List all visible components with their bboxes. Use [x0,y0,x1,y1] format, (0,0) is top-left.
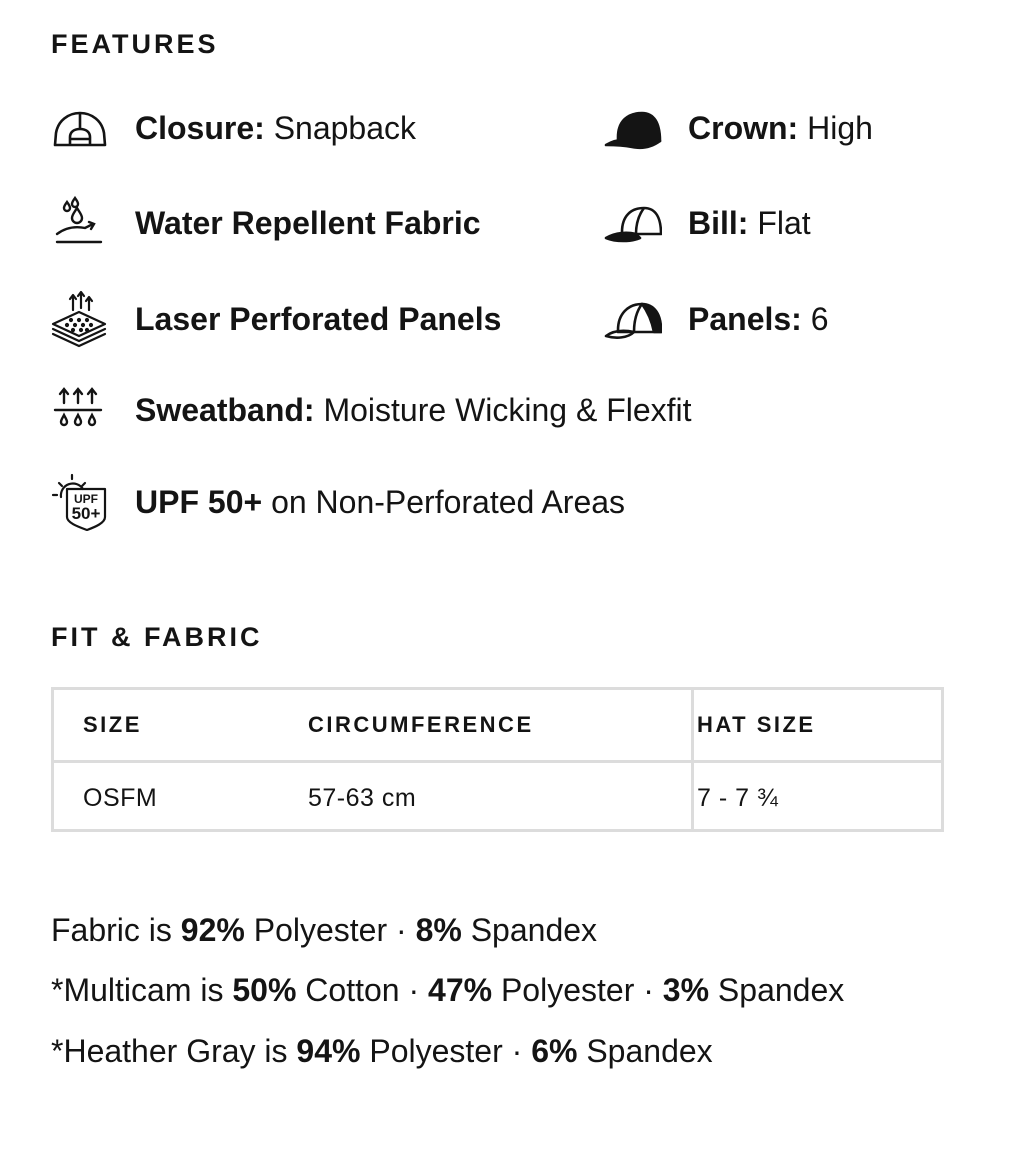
table-header-size: SIZE [83,712,142,737]
feature-value: 6 [801,301,829,337]
feature-value: on Non-Perforated Areas [262,484,626,520]
feature-panels [604,289,829,349]
feature-closure [51,98,416,158]
composition-percent: 3% [662,972,710,1008]
composition-text: Polyester · [244,912,416,948]
svg-text:UPF: UPF [74,492,98,506]
feature-label: Bill: [688,205,749,241]
high-crown-cap-icon [604,99,662,157]
table-header-circumference: CIRCUMFERENCE [308,712,534,737]
feature-label: UPF 50+ [135,484,263,520]
perforated-layers-icon [51,290,109,348]
feature-label: Water Repellent Fabric [135,205,481,241]
multicam-composition [51,970,844,1010]
composition-text: *Heather Gray is [51,1033,297,1069]
composition-percent: 94% [296,1033,361,1069]
composition-text: Spandex [461,912,598,948]
feature-upf [51,472,625,532]
feature-label: Laser Perforated Panels [135,301,502,337]
feature-label: Crown: [688,110,799,146]
composition-text: Polyester · [360,1033,532,1069]
features-heading: FEATURES [51,29,219,59]
feature-value: High [798,110,873,146]
composition-text: Spandex [577,1033,713,1069]
size-table [51,687,944,832]
feature-water-repellent [51,193,481,253]
feature-label: Panels: [688,301,802,337]
svg-text:50+: 50+ [71,504,101,523]
feature-laser-perforated [51,289,501,349]
table-cell-size: OSFM [83,784,158,812]
feature-value: Snapback [264,110,417,146]
feature-sweatband [51,380,692,440]
table-cell-hat-size: 7 - 7 ¾ [697,784,779,812]
heather-gray-composition [51,1031,713,1071]
table-header-row [54,690,941,763]
feature-crown [604,98,873,158]
moisture-wicking-icon [51,381,109,439]
composition-text: Fabric is [51,912,181,948]
composition-percent: 47% [428,972,493,1008]
fabric-composition [51,910,597,950]
composition-text: *Multicam is [51,972,233,1008]
fit-fabric-heading: FIT & FABRIC [51,622,263,652]
flat-bill-cap-icon [604,194,662,252]
snapback-cap-back-icon [51,99,109,157]
upf-50-shield-icon [51,473,109,531]
water-drops-icon [51,194,109,252]
feature-value: Moisture Wicking & Flexfit [314,392,692,428]
table-row [54,763,941,834]
composition-percent: 6% [531,1033,578,1069]
composition-text: Cotton · [296,972,429,1008]
composition-percent: 8% [415,912,462,948]
composition-text: Polyester · [492,972,663,1008]
feature-label: Sweatband: [135,392,315,428]
six-panel-cap-icon [604,290,662,348]
table-header-hat-size: HAT SIZE [697,712,816,737]
composition-percent: 92% [180,912,245,948]
feature-bill [604,193,811,253]
feature-value: Flat [748,205,811,241]
composition-text: Spandex [709,972,845,1008]
table-cell-circumference: 57-63 cm [308,784,417,812]
feature-label: Closure: [135,110,265,146]
composition-percent: 50% [232,972,297,1008]
